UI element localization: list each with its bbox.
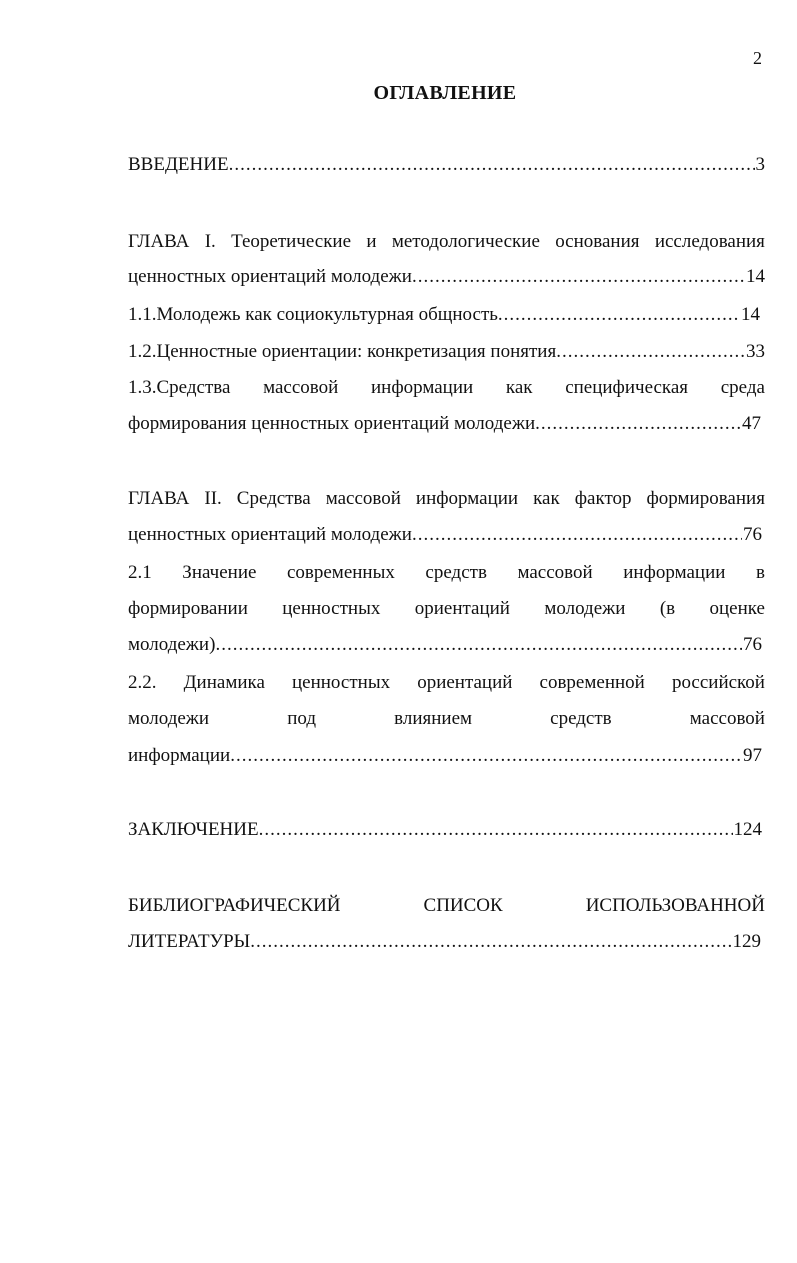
toc-entry-label: ценностных ориентаций молодежи (128, 266, 412, 287)
heading-word: Средства (236, 488, 311, 509)
bibliography-word: СПИСОК (423, 895, 503, 916)
section-word: современной (539, 672, 645, 693)
heading-word: основания (555, 231, 640, 252)
toc-entry-section-2-2[interactable] (128, 670, 765, 696)
leader-dots (230, 743, 742, 769)
toc-entry-section-1-2[interactable] (128, 339, 765, 365)
section-word: влиянием (394, 708, 473, 729)
leader-dots (412, 522, 742, 548)
toc-entry-label: ВВЕДЕНИЕ (128, 154, 229, 175)
toc-entry-section-2-2-cont[interactable] (128, 743, 762, 769)
toc-entry-label: 1.1.Молодежь как социокультурная общность (128, 304, 498, 325)
section-word: Динамика (183, 672, 265, 693)
toc-entry-label: ЗАКЛЮЧЕНИЕ (128, 819, 259, 840)
section-word: средств (550, 708, 612, 729)
toc-page-number: 129 (732, 931, 761, 952)
toc-entry-section-2-1-cont[interactable] (128, 632, 762, 658)
section-word: ориентаций (417, 672, 513, 693)
chapter-2-heading[interactable] (128, 486, 765, 512)
toc-entry-label: 1.2.Ценностные ориентации: конкретизация понятия (128, 341, 557, 362)
chapter-1-heading[interactable] (128, 229, 765, 255)
section-word: средств (425, 562, 487, 583)
leader-dots (535, 411, 741, 437)
heading-word: массовой (325, 488, 401, 509)
leader-dots (215, 632, 742, 658)
section-word: массовой (689, 708, 765, 729)
section-word: молодежи (544, 598, 626, 619)
toc-entry-section-2-2-line2[interactable] (128, 706, 765, 732)
toc-page-number: 124 (733, 819, 762, 840)
toc-entry-section-1-3-cont[interactable] (128, 411, 761, 437)
bibliography-word: ИСПОЛЬЗОВАННОЙ (585, 895, 765, 916)
section-word: Значение (182, 562, 257, 583)
section-word: современных (286, 562, 395, 583)
section-word: ценностных (292, 672, 391, 693)
toc-entry-label: молодежи) (128, 634, 216, 655)
toc-page-number: 97 (743, 745, 762, 766)
toc-entry-label: информации (128, 745, 231, 766)
heading-word: Теоретические (231, 231, 352, 252)
toc-entry-conclusion[interactable] (128, 817, 762, 843)
toc-entry-label: ценностных ориентаций молодежи (128, 524, 412, 545)
section-word: формировании (128, 598, 248, 619)
toc-entry-bibliography-cont[interactable] (128, 929, 761, 955)
heading-word: ГЛАВА (128, 488, 190, 509)
section-word: массовой (263, 377, 339, 398)
section-word: (в (659, 598, 676, 619)
toc-entry-label: ЛИТЕРАТУРЫ (128, 931, 251, 952)
heading-word: информации (415, 488, 519, 509)
toc-entry-section-1-1[interactable] (128, 302, 760, 328)
toc-entry-introduction[interactable] (128, 152, 765, 178)
toc-entry-bibliography[interactable] (128, 893, 765, 919)
section-word: ориентаций (414, 598, 510, 619)
leader-dots (250, 929, 731, 955)
heading-word: ГЛАВА (128, 231, 190, 252)
leader-dots (229, 152, 755, 178)
toc-title: ОГЛАВЛЕНИЕ (373, 82, 517, 104)
toc-entry-section-1-3[interactable] (128, 375, 765, 401)
toc-entry-section-2-1-line2[interactable] (128, 596, 765, 622)
leader-dots (259, 817, 733, 843)
section-word: оценке (709, 598, 765, 619)
toc-page-number: 76 (743, 634, 762, 655)
toc-page-number: 14 (746, 266, 765, 287)
section-word: ценностных (282, 598, 381, 619)
chapter-2-heading-cont[interactable] (128, 522, 762, 548)
toc-page-number: 3 (755, 154, 765, 175)
heading-word: исследования (654, 231, 765, 252)
toc-page-number: 14 (741, 304, 760, 325)
heading-word: и (366, 231, 377, 252)
section-word: под (287, 708, 317, 729)
heading-word: II. (204, 488, 222, 509)
leader-dots (556, 339, 745, 365)
section-word: как (505, 377, 533, 398)
section-word: информации (623, 562, 726, 583)
toc-page-number: 33 (746, 341, 765, 362)
section-word: российской (671, 672, 765, 693)
section-word: 2.2. (128, 672, 157, 693)
leader-dots (498, 302, 740, 328)
bibliography-word: БИБЛИОГРАФИЧЕСКИЙ (128, 895, 341, 916)
section-word: 2.1 (128, 562, 152, 583)
heading-word: фактор (574, 488, 632, 509)
page-number: 2 (753, 48, 762, 68)
heading-word: как (533, 488, 560, 509)
section-word: 1.3.Средства (128, 377, 231, 398)
section-word: массовой (517, 562, 593, 583)
toc-entry-label: формирования ценностных ориентаций молодежи (128, 413, 536, 434)
section-word: информации (371, 377, 474, 398)
heading-word: I. (204, 231, 216, 252)
section-word: в (755, 562, 765, 583)
leader-dots (412, 264, 745, 290)
chapter-1-heading-cont[interactable] (128, 264, 765, 290)
section-word: среда (720, 377, 765, 398)
toc-entry-section-2-1[interactable] (128, 560, 765, 586)
toc-page-number: 47 (742, 413, 761, 434)
toc-page-number: 76 (743, 524, 762, 545)
heading-word: формирования (646, 488, 765, 509)
section-word: специфическая (565, 377, 689, 398)
section-word: молодежи (128, 708, 210, 729)
heading-word: методологические (391, 231, 540, 252)
